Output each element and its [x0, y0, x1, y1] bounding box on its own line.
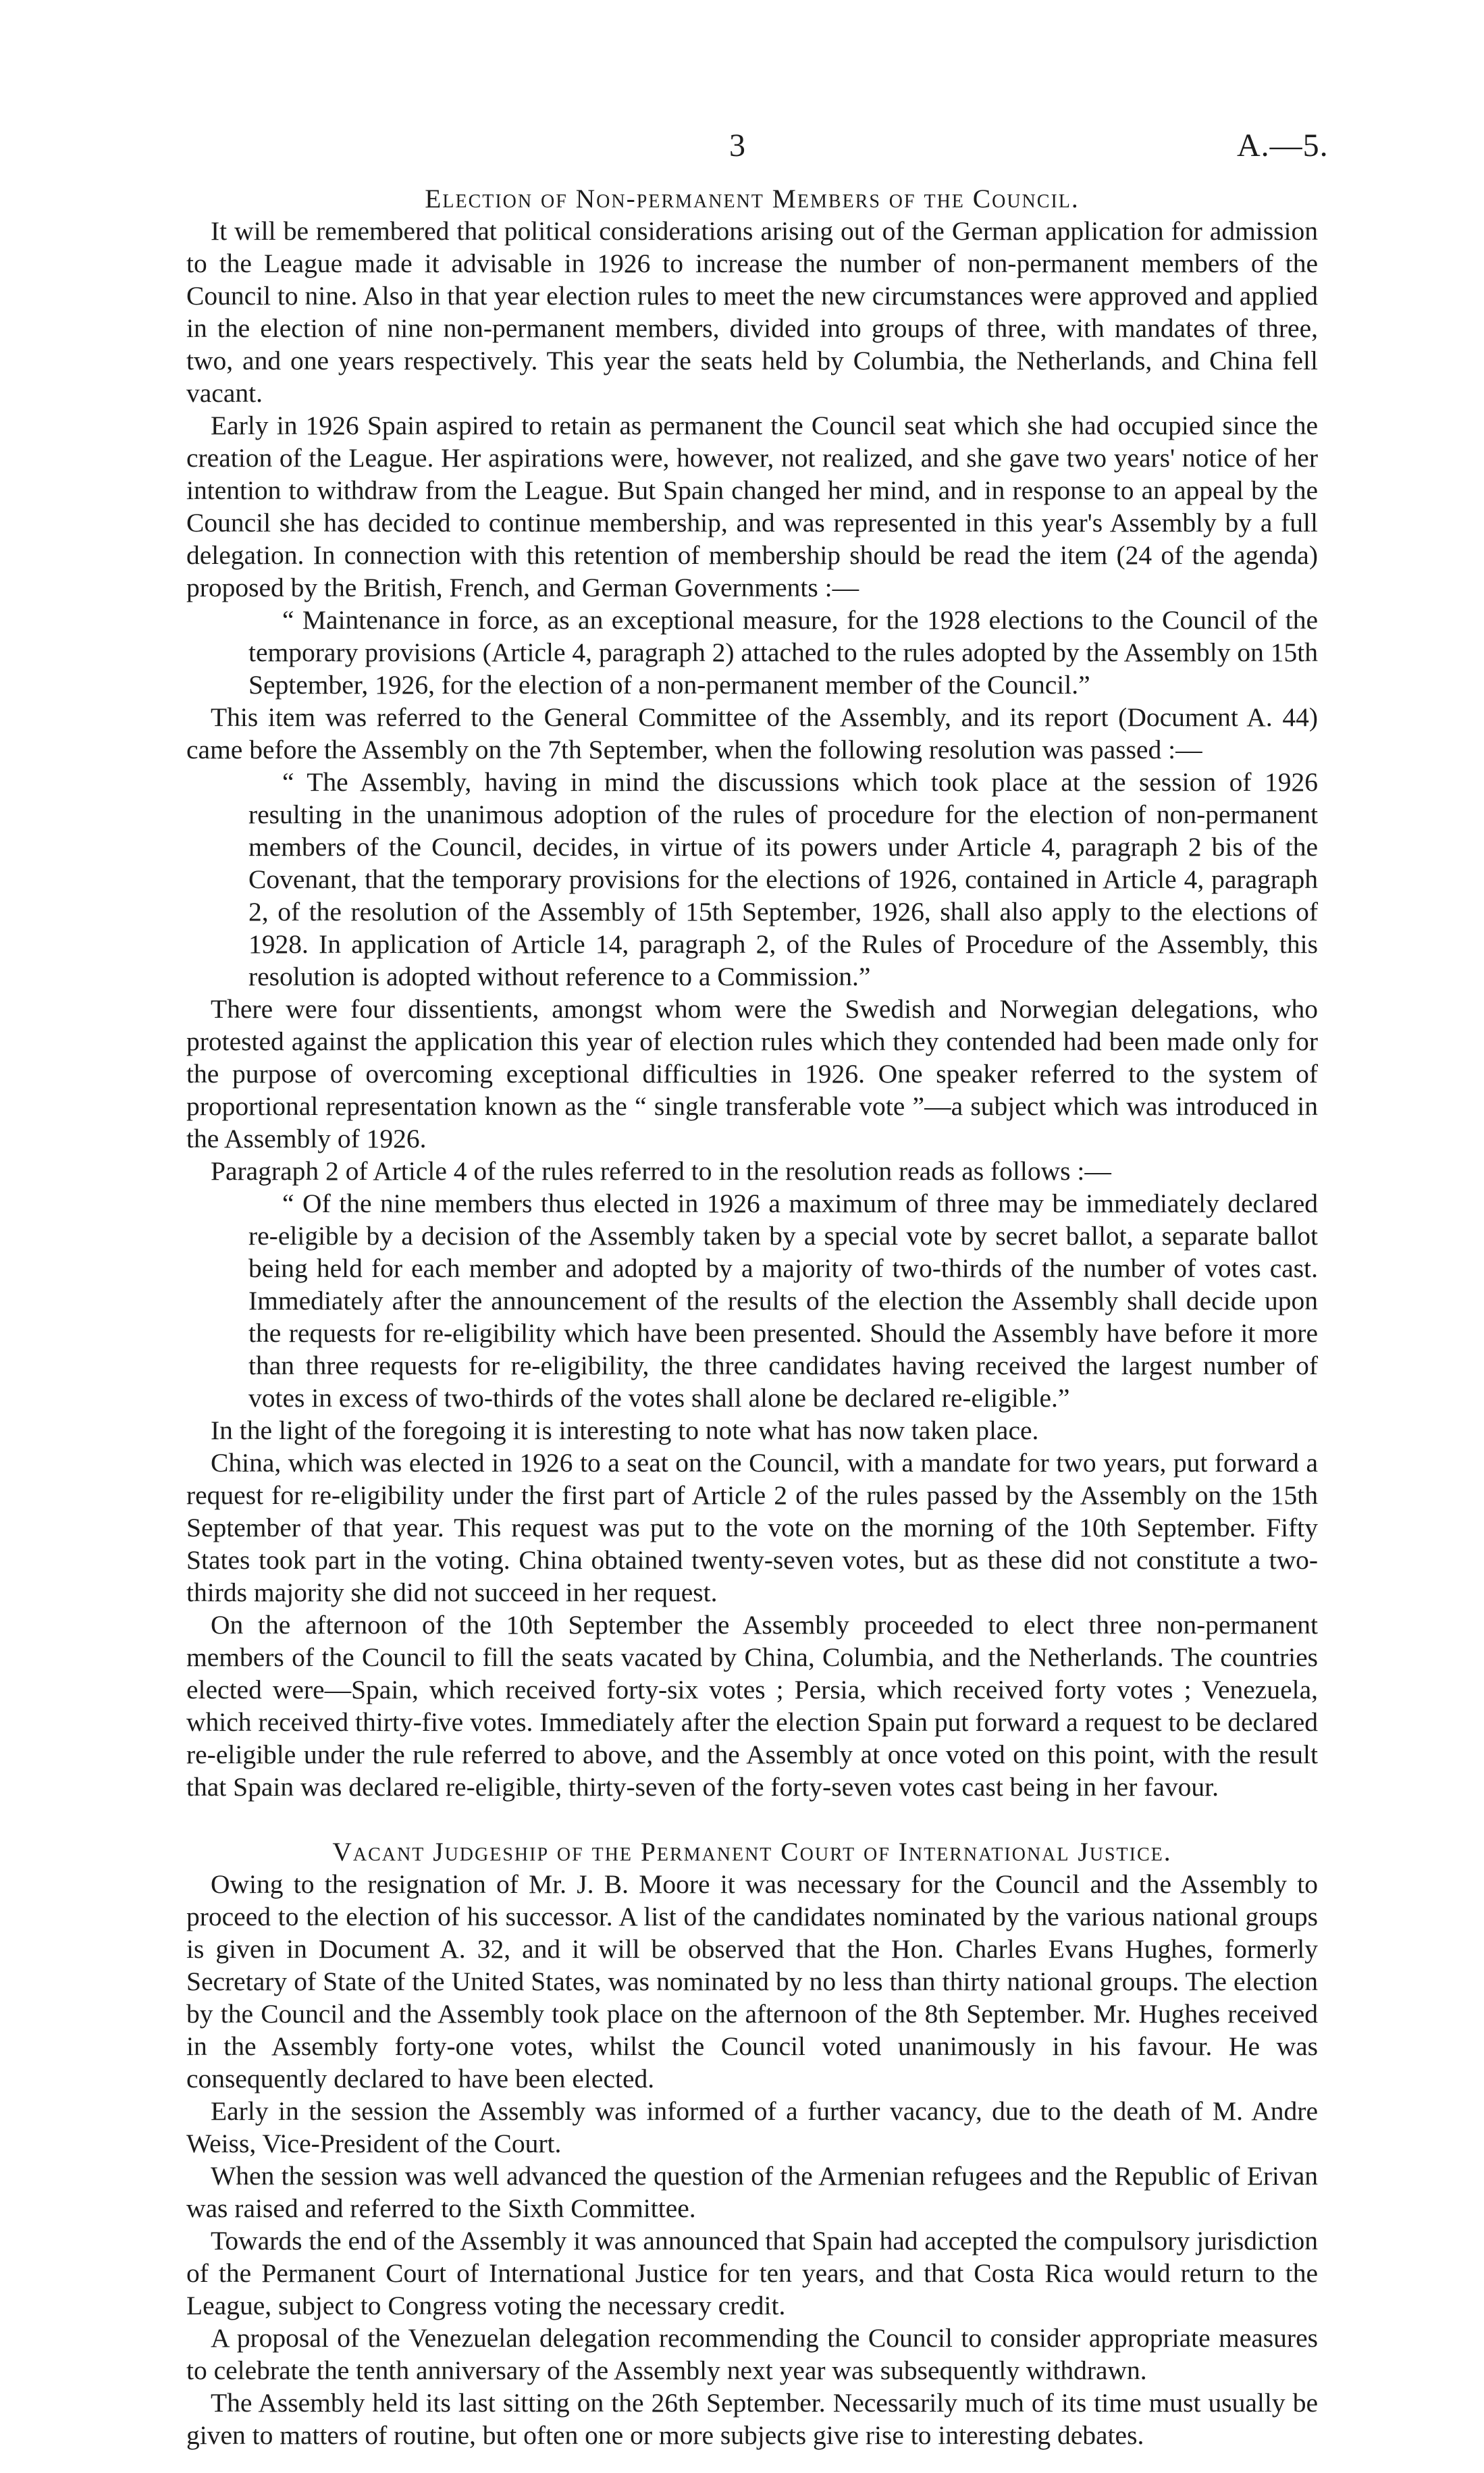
section-heading-court-judgeship: Vacant Judgeship of the Permanent Court of International Justice. — [332, 1837, 1172, 1867]
paragraph: In the light of the foregoing it is interesting to note what has now taken place. — [211, 1415, 1039, 1445]
paragraph: Early in 1926 Spain aspired to retain as permanent the Council seat which she had occupied since the creation of the League. Her aspirations were, however, not realized, and she gave two years' notice of her intention to withdraw from the League. But Spain changed her mind, and in response to an appeal by the Council she has decided to continue membership, and was represented in this year's Assembly by a full delegation. In connection with this retention of membership should be read the item (24 of the agenda) proposed by the British, French, and German Governments :— — [186, 411, 1318, 602]
paragraph: A proposal of the Venezuelan delegation recommending the Council to consider appropriate measures to celebrate the tenth anniversary of the Assembly next year was subsequently withdrawn. — [186, 2323, 1318, 2385]
paragraph: China, which was elected in 1926 to a seat on the Council, with a mandate for two years, put forward a request for re-eligibility under the first part of Article 2 of the rules passed by the Assembly on the 15th September of that year. This request was put to the vote on the morning of the 10th September. Fifty States took part in the voting. China obtained twenty-seven votes, but as these did not constitute a two-thirds majority she did not succeed in her request. — [186, 1448, 1318, 1607]
block-quote: “ Maintenance in force, as an exceptional measure, for the 1928 elections to the Council of the temporary provisions (Article 4, paragraph 2) attached to the rules adopted by the Assembly on 15th September, 1926, for the election of a non-permanent member of the Council.” — [248, 605, 1318, 700]
document-body — [186, 182, 1318, 2451]
paragraph: When the session was well advanced the question of the Armenian refugees and the Republic of Erivan was raised and referred to the Sixth Committee. — [186, 2161, 1318, 2223]
document-reference: A.—5. — [1237, 128, 1329, 163]
paragraph: Paragraph 2 of Article 4 of the rules referred to in the resolution reads as follows :— — [211, 1156, 1111, 1186]
paragraph: Towards the end of the Assembly it was announced that Spain had accepted the compulsory jurisdiction of the Permanent Court of International Justice for ten years, and that Costa Rica would return to the League, subject to Congress voting the necessary credit. — [186, 2226, 1318, 2320]
block-quote-resolution: “ The Assembly, having in mind the discussions which took place at the session of 1926 resulting in the unanimous adoption of the rules of procedure for the election of non-permanent members of the Council, decides, in virtue of its powers under Article 4, paragraph 2 bis of the Covenant, that the temporary provisions for the elections of 1926, contained in Article 4, paragraph 2, of the resolution of the Assembly of 15th September, 1926, shall also apply to the elections of 1928. In application of Article 14, paragraph 2, of the Rules of Procedure of the Assembly, this resolution is adopted without reference to a Commission.” — [248, 767, 1318, 991]
paragraph: The Assembly held its last sitting on the 26th September. Necessarily much of its time must usually be given to matters of routine, but often one or more subjects give rise to interesting debates. — [186, 2388, 1318, 2450]
paragraph: This item was referred to the General Committee of the Assembly, and its report (Document A. 44) came before the Assembly on the 7th September, when the following resolution was passed :— — [186, 702, 1318, 764]
section-heading-council-election: Election of Non-permanent Members of the Council. — [425, 184, 1080, 213]
paragraph: It will be remembered that political considerations arising out of the German application for admission to the League made it advisable in 1926 to increase the number of non-permanent members of the Council to nine. Also in that year election rules to meet the new circumstances were approved and applied in the election of nine non-permanent members, divided into groups of three, with mandates of three, two, and one years respectively. This year the seats held by Columbia, the Netherlands, and China fell vacant. — [186, 216, 1319, 408]
paragraph: On the afternoon of the 10th September the Assembly proceeded to elect three non-permanent members of the Council to fill the seats vacated by China, Columbia, and the Netherlands. The countries elected were—Spain, which received forty-six votes ; Persia, which received forty votes ; Venezuela, which received thirty-five votes. Immediately after the election Spain put forward a request to be declared re-eligible under the rule referred to above, and the Assembly at once voted on this point, with the result that Spain was declared re-eligible, thirty-seven of the forty-seven votes cast being in her favour. — [186, 1610, 1318, 1802]
block-quote-rules: “ Of the nine members thus elected in 1926 a maximum of three may be immediately declared re-eligible by a decision of the Assembly taken by a special vote by secret ballot, a separate ballot being held for each member and adopted by a majority of two-thirds of the number of votes cast. Immediately after the announcement of the results of the election the Assembly shall decide upon the requests for re-eligibility which have been presented. Should the Assembly have before it more than three requests for re-eligibility, the three candidates having received the largest number of votes in excess of two-thirds of the votes shall alone be declared re-eligible.” — [248, 1189, 1318, 1413]
paragraph: There were four dissentients, amongst whom were the Swedish and Norwegian delegations, who protested against the application this year of election rules which they contended had been made only for the purpose of overcoming exceptional difficulties in 1926. One speaker referred to the system of proportional representation known as the “ single transferable vote ”—a subject which was introduced in the Assembly of 1926. — [186, 994, 1318, 1153]
page-number: 3 — [729, 128, 745, 163]
paragraph: Owing to the resignation of Mr. J. B. Moore it was necessary for the Council and the Assembly to proceed to the election of his successor. A list of the candidates nominated by the various national groups is given in Document A. 32, and it will be observed that the Hon. Charles Evans Hughes, formerly Secretary of State of the United States, was nominated by no less than thirty national groups. The election by the Council and the Assembly took place on the afternoon of the 8th September. Mr. Hughes received in the Assembly forty-one votes, whilst the Council voted unanimously in his favour. He was consequently declared to have been elected. — [186, 1869, 1318, 2093]
paragraph: Early in the session the Assembly was informed of a further vacancy, due to the death of M. Andre Weiss, Vice-President of the Court. — [186, 2096, 1318, 2158]
